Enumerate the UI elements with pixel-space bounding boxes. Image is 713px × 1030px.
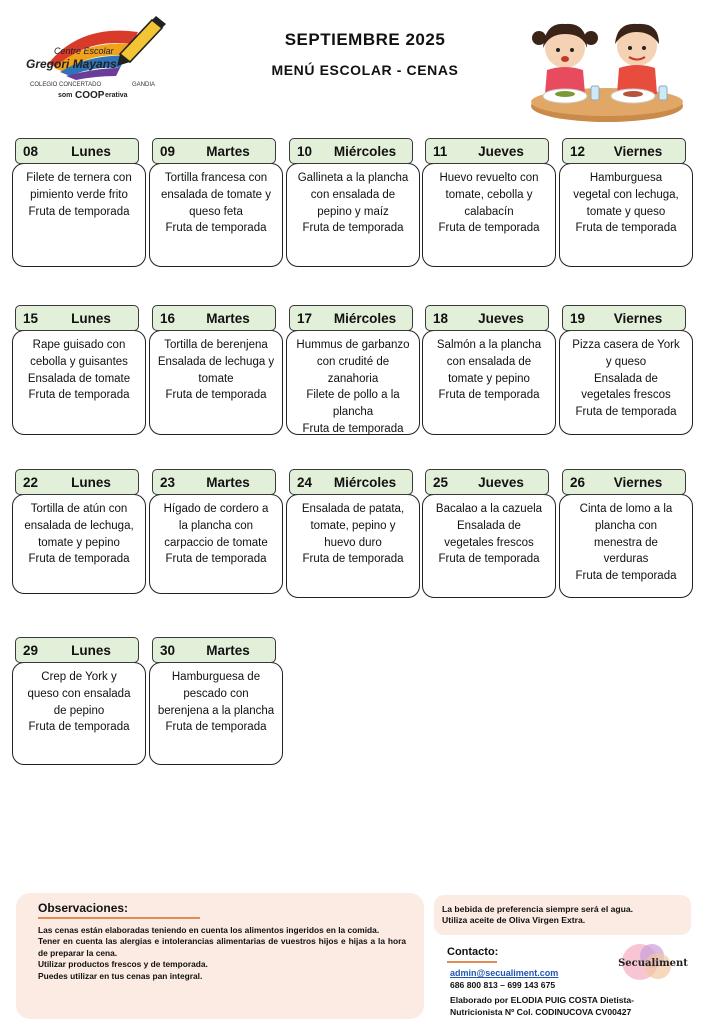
day-number: 11 (433, 144, 448, 159)
day-menu (12, 662, 146, 765)
drink-note-line: Utiliza aceite de Oliva Virgen Extra. (442, 915, 586, 925)
observation-line: Tener en cuenta las alergias e intolerancias alimentarias de vuestros hijos e hijas a la hora de preparar la cena. (38, 936, 406, 958)
menu-line: ensalada de lechuga, (24, 519, 134, 532)
day-menu (559, 163, 693, 267)
secualiment-logo (618, 942, 688, 982)
contact-title: Contacto: (447, 946, 499, 958)
menu-line: tomate (198, 372, 234, 385)
contact-underline (447, 961, 497, 963)
menu-line: tomate y queso (586, 205, 666, 218)
menu-line: carpaccio de tomate (164, 536, 268, 549)
menu-line: plancha (332, 406, 374, 419)
day-name: Jueves (478, 475, 524, 490)
observations-underline (38, 917, 200, 919)
day-header (15, 138, 139, 164)
day-number: 23 (160, 475, 176, 490)
observation-line: Las cenas están elaboradas teniendo en cuenta los alimentos ingeridos en la comida. (38, 925, 380, 935)
day-name: Miércoles (333, 311, 397, 326)
menu-line: queso con ensalada (27, 687, 131, 700)
menu-line: Hamburguesa de (171, 671, 261, 683)
menu-line: Fruta de temporada (302, 422, 404, 435)
menu-line: zanahoria (327, 372, 379, 385)
day-header (152, 469, 276, 495)
school-logo (20, 14, 180, 106)
contact-email-link[interactable]: admin@secualiment.com (450, 968, 559, 978)
menu-line: Fruta de temporada (28, 389, 130, 402)
day-header (152, 637, 276, 663)
logo-line4b: COOP (75, 90, 105, 101)
menu-line: Salmón a la plancha (436, 339, 542, 351)
credit-line: Nutricionista Nº Col. CODINUCOVA CV00427 (450, 1007, 632, 1017)
menu-line: con crudité de (316, 355, 390, 368)
day-header (562, 305, 686, 331)
observations-panel (16, 893, 424, 1019)
menu-line: verduras (603, 553, 649, 566)
contact-credit (450, 994, 678, 1018)
day-menu (559, 330, 693, 435)
drink-note-panel (434, 895, 691, 935)
menu-line: Fruta de temporada (165, 721, 267, 734)
menu-line: Fruta de temporada (302, 222, 404, 235)
day-name: Lunes (71, 311, 111, 326)
day-header (289, 305, 413, 331)
day-number: 15 (23, 311, 39, 326)
menu-line: Fruta de temporada (28, 205, 130, 218)
observation-line: Puedes utilizar en tus cenas pan integral. (38, 970, 203, 981)
menu-line: Ensalada de patata, (301, 503, 405, 515)
menu-line: vegetales frescos (444, 536, 534, 549)
menu-line: pescado con (183, 687, 249, 700)
day-menu (12, 163, 146, 267)
menu-line: Filete de pollo a la (306, 389, 400, 402)
day-header (425, 138, 549, 164)
children-eating-illustration (525, 14, 685, 126)
day-header (562, 469, 686, 495)
menu-line: Bacalao a la cazuela (435, 503, 543, 515)
day-header (289, 138, 413, 164)
credit-line: Elaborado por ELODIA PUIG COSTA Dietista- (450, 995, 634, 1005)
day-header (15, 305, 139, 331)
day-name: Miércoles (333, 475, 397, 490)
menu-line: Tortilla francesa con (164, 172, 268, 184)
menu-line: Ensalada de (457, 519, 521, 532)
page-title: SEPTIEMBRE 2025 (284, 30, 446, 49)
menu-line: Ensalada de (594, 372, 658, 385)
day-header (152, 138, 276, 164)
day-menu (149, 662, 283, 765)
logo-line3b: GANDIA (132, 82, 156, 88)
day-number: 26 (570, 475, 586, 490)
day-name: Viernes (613, 144, 663, 159)
day-menu (12, 330, 146, 435)
day-header (15, 469, 139, 495)
menu-line: Crep de York y (41, 671, 117, 683)
observation-line: Utilizar productos frescos y de temporada. (38, 959, 208, 970)
day-number: 29 (23, 643, 39, 658)
day-number: 19 (570, 311, 586, 326)
contact-phones: 686 800 813 – 699 143 675 (450, 980, 556, 990)
day-number: 16 (160, 311, 176, 326)
day-menu (149, 330, 283, 435)
menu-line: Fruta de temporada (302, 553, 404, 566)
day-header (15, 637, 139, 663)
menu-line: Hígado de cordero a (163, 503, 269, 515)
menu-line: tomate, pepino y (310, 519, 396, 532)
day-name: Martes (206, 475, 250, 490)
observations-text (38, 925, 406, 982)
menu-line: Gallineta a la plancha (297, 172, 409, 184)
menu-line: tomate y pepino (448, 372, 530, 385)
day-header (425, 305, 549, 331)
logo-line3a: COLEGIO CONCERTADO (30, 82, 102, 88)
menu-line: huevo duro (324, 536, 382, 549)
menu-line: Ensalada de lechuga y (157, 355, 275, 368)
menu-line: Fruta de temporada (28, 553, 130, 566)
menu-line: Fruta de temporada (438, 222, 540, 235)
day-number: 24 (297, 475, 313, 490)
day-header (152, 305, 276, 331)
day-menu (286, 494, 420, 598)
page-subtitle: MENÚ ESCOLAR - CENAS (271, 62, 459, 78)
day-name: Martes (206, 643, 250, 658)
menu-line: Cinta de lomo a la (579, 503, 673, 515)
menu-line: menestra de (594, 536, 658, 549)
logo-line2: Gregori Mayans (26, 57, 117, 71)
menu-line: con ensalada de (446, 355, 532, 368)
menu-line: vegetales frescos (581, 389, 671, 402)
menu-line: ensalada de tomate y (161, 188, 271, 201)
day-header (425, 469, 549, 495)
menu-line: vegetal con lechuga, (573, 188, 679, 201)
menu-line: Rape guisado con (32, 339, 126, 351)
menu-line: Fruta de temporada (28, 721, 130, 734)
menu-line: Fruta de temporada (575, 406, 677, 419)
menu-line: Ensalada de tomate (27, 372, 131, 385)
day-menu (559, 494, 693, 598)
drink-note-text (442, 904, 687, 926)
menu-line: Fruta de temporada (438, 553, 540, 566)
day-menu (286, 330, 420, 435)
menu-line: Huevo revuelto con (439, 172, 539, 184)
day-number: 30 (160, 643, 176, 658)
day-number: 17 (297, 311, 313, 326)
menu-line: calabacín (464, 205, 514, 218)
logo-line4c: erativa (105, 92, 128, 99)
logo-line1: Centre Escolar (54, 46, 114, 56)
observations-title: Observaciones: (38, 901, 129, 915)
menu-line: Fruta de temporada (165, 222, 267, 235)
logo-line4a: som (58, 92, 73, 99)
menu-line: Fruta de temporada (575, 570, 677, 583)
day-menu (149, 494, 283, 594)
day-name: Jueves (478, 144, 524, 159)
day-name: Miércoles (333, 144, 397, 159)
day-number: 12 (570, 144, 586, 159)
day-number: 10 (297, 144, 313, 159)
day-name: Lunes (71, 643, 111, 658)
menu-line: queso feta (189, 205, 243, 218)
day-number: 09 (160, 144, 176, 159)
menu-line: pimiento verde frito (30, 188, 128, 201)
drink-note-line: La bebida de preferencia siempre será el agua. (442, 904, 634, 914)
day-name: Viernes (613, 475, 663, 490)
menu-line: Fruta de temporada (165, 389, 267, 402)
menu-line: tomate, cebolla y (445, 188, 533, 201)
menu-line: Fruta de temporada (438, 389, 540, 402)
menu-line: berenjena a la plancha (157, 704, 275, 717)
day-menu (12, 494, 146, 594)
day-name: Lunes (71, 144, 111, 159)
day-menu (422, 330, 556, 435)
menu-line: Filete de ternera con (26, 172, 132, 184)
menu-line: cebolla y guisantes (30, 355, 128, 368)
day-name: Martes (206, 311, 250, 326)
day-menu (149, 163, 283, 267)
day-number: 18 (433, 311, 449, 326)
menu-line: Tortilla de berenjena (164, 339, 268, 351)
brand-name: Secualiment (618, 958, 688, 969)
day-header (562, 138, 686, 164)
menu-line: plancha con (594, 519, 658, 532)
menu-line: Fruta de temporada (165, 553, 267, 566)
menu-line: tomate y pepino (38, 536, 120, 549)
day-menu (422, 494, 556, 598)
day-number: 22 (23, 475, 39, 490)
day-number: 08 (23, 144, 39, 159)
menu-line: la plancha con (178, 519, 254, 532)
day-header (289, 469, 413, 495)
day-menu (422, 163, 556, 267)
menu-line: Tortilla de atún con (30, 503, 128, 515)
menu-line: Hummus de garbanzo (296, 339, 410, 351)
menu-line: Fruta de temporada (575, 222, 677, 235)
menu-line: Hamburguesa (589, 172, 663, 184)
day-menu (286, 163, 420, 267)
day-name: Jueves (478, 311, 524, 326)
menu-line: y queso (605, 355, 647, 368)
menu-line: con ensalada de (310, 188, 396, 201)
day-name: Martes (206, 144, 250, 159)
menu-line: Pizza casera de York (572, 339, 680, 351)
menu-line: pepino y maíz (317, 205, 389, 218)
day-name: Viernes (613, 311, 663, 326)
day-name: Lunes (71, 475, 111, 490)
menu-line: de pepino (53, 704, 105, 717)
day-number: 25 (433, 475, 449, 490)
